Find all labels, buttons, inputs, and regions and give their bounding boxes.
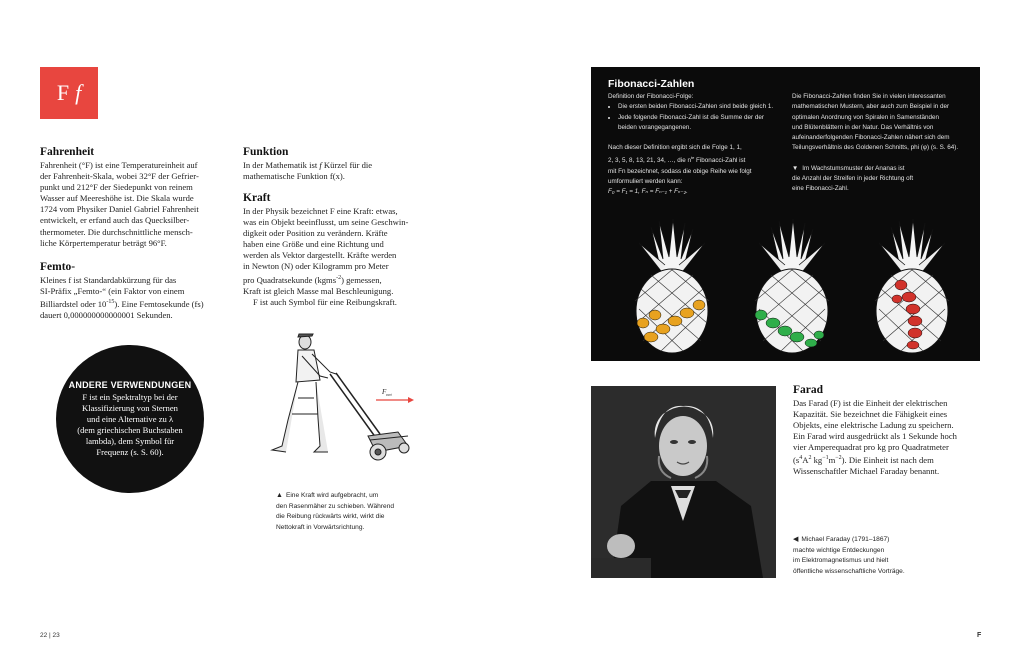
letter-lower: f <box>75 80 82 105</box>
pineapple-yellow <box>635 219 709 353</box>
kraft-section <box>243 192 433 308</box>
triangle-left-icon: ◀ <box>793 536 799 543</box>
fahrenheit-text: Fahrenheit (°F) ist eine Temperatureinheit auf der Fahrenheit-Skala, wobei 32°F der Gefrier- punkt und 212°F der Siedepunkt von reinem Wasser auf Meereshöhe ist. Die Skala wurde 1724 vom Physiker Daniel Gabriel Fahrenheit entwickelt, er erfand auch das Quecksilber- thermometer. Die durchschnittliche mensch- liche Körpertemperatur beträgt 96°F. <box>40 160 199 248</box>
fibonacci-left-text: Definition der Fibonacci-Folge: • Die ersten beiden Fibonacci-Zahlen sind beide gleich 1. • Jede folgende Fibonacci-Zahl ist die Summe der der beiden vorangegangenen. Nach dieser Definition ergibt sich die Folge 1, 1, 2, 3, 5, 8, 13, 21, 34, …, die $n^{te}$ Fibonacci-Zahl ist mit Fn bezeichnet, sodass die obige Reihe wie folgt umformuliert werden kann: F₀ = F₁ = 1, Fₙ = Fₙ₋₁ + Fₙ₋₂. <box>608 92 788 198</box>
triangle-up-icon: ▲ <box>276 492 283 499</box>
pineapple-red <box>875 219 949 353</box>
fibonacci-bullet-2: • Jede folgende Fibonacci-Zahl ist die Summe der der beiden vorangegangenen. <box>618 113 788 134</box>
fibonacci-para: Nach dieser Definition ergibt sich die Folge 1, 1, 2, 3, 5, 8, 13, 21, 34, …, die $n^{te}$ Fibonacci-Zahl ist mit Fn bezeichnet, sodass die obige Reihe wie folgt umformuliert werden kann: <box>608 144 752 186</box>
other-uses-text: F ist ein Spektraltyp bei der Klassifizierung von Sternen und eine Alternative zu λ (dem griechischen Buchstaben lambda), dem Symbol für Frequenz (s. S. 60). <box>77 392 183 457</box>
pineapple-green <box>755 219 829 353</box>
funktion-text: In der Mathematik ist f Kürzel für die mathematische Funktion f(x). <box>243 160 373 182</box>
fibonacci-bullet-1: • Die ersten beiden Fibonacci-Zahlen sind beide gleich 1. <box>618 102 788 112</box>
funktion-title: Funktion <box>243 146 289 158</box>
section-letter: F <box>977 632 982 639</box>
pineapples <box>621 219 961 354</box>
fibonacci-formula: F₀ = F₁ = 1, Fₙ = Fₙ₋₁ + Fₙ₋₂. <box>608 188 688 196</box>
lawnmower-illustration <box>258 328 418 468</box>
faraday-portrait <box>591 386 776 578</box>
fahrenheit-section <box>40 146 230 249</box>
femto-title: Femto- <box>40 261 76 273</box>
page-number: 22 | 23 <box>40 632 60 639</box>
other-uses-circle <box>56 345 204 493</box>
fibonacci-box <box>591 67 980 361</box>
force-label: F <box>382 388 387 396</box>
other-uses-title: ANDERE VERWENDUNGEN <box>68 380 192 390</box>
force-arrowhead <box>408 397 414 403</box>
fibonacci-right-text: Die Fibonacci-Zahlen finden Sie in vielen interessanten mathematischen Mustern, aber auch zum Beispiel in der optimalen Anordnung von Spiralen in Samenständen und Blütenblättern in der Natur. Das Verhältnis von aufeinanderfolgenden Fibonacci-Zahlen nähert sich dem Teilungsverhältnis des Goldenen Schnitts, phi (φ) (s. S. 64). ▼ Im Wachstumsmuster der Ananas ist die Anzahl der Streifen in jeder Richtung oft eine Fibonacci-Zahl. <box>792 93 959 193</box>
femto-section <box>40 261 230 321</box>
faraday-caption: ◀ Michael Faraday (1791–1867) machte wichtige Entdeckungen im Elektromagnetismus und hielt öffentliche wissenschaftliche Vorträge. <box>793 536 905 575</box>
funktion-section <box>243 146 433 182</box>
kraft-title: Kraft <box>243 192 271 204</box>
mower-caption: ▲ Eine Kraft wird aufgebracht, um den Rasenmäher zu schieben. Während die Reibung rückwärts wirkt, wirkt die Nettokraft in Vorwärtsrichtung. <box>276 492 395 531</box>
farad-title: Farad <box>793 384 824 396</box>
fibonacci-title: Fibonacci-Zahlen <box>608 78 695 90</box>
letter-upper: F <box>56 80 70 105</box>
fahrenheit-title: Fahrenheit <box>40 146 95 158</box>
letter-tile <box>40 67 98 119</box>
svg-text:Fnet: $F_{net}$ <box>382 388 392 397</box>
kraft-text: In der Physik bezeichnet F eine Kraft: etwas, was ein Objekt beeinflusst, um seine Geschwin- digkeit oder Position zu verändern. Kräfte haben eine Größe und eine Richtung und werden als Vektor dargestellt. Kräfte werden in Newton (N) oder Kilogramm pro Meter pro Quadratsekunde (kgms$^{-2}$) gemessen, Kraft ist gleich Masse mal Beschleunigung. F ist auch Symbol für eine Reibungskraft. <box>243 206 409 307</box>
farad-section <box>793 384 983 478</box>
triangle-down-icon: ▼ <box>792 164 799 172</box>
femto-text: Kleines f ist Standardabkürzung für das SI-Präfix „Femto-“ (ein Faktor von einem Billiardstel oder $10^{-15}$). Eine Femtosekunde (fs) dauert 0,000000000000001 Sekunden. <box>40 275 204 321</box>
farad-text: Das Farad (F) ist die Einheit der elektrischen Kapazität. Sie bezeichnet die Fähigkeit eines Objekts, eine elektrische Ladung zu speichern. Ein Farad wird ausgedrückt als 1 Sekunde hoch vier Amperequadrat pro kg pro Quadratmeter ($s^4A^2$ $kg^{-1}m^{-2}$). Die Einheit ist nach dem Wissenschaftler Michael Faraday benannt. <box>793 398 957 477</box>
